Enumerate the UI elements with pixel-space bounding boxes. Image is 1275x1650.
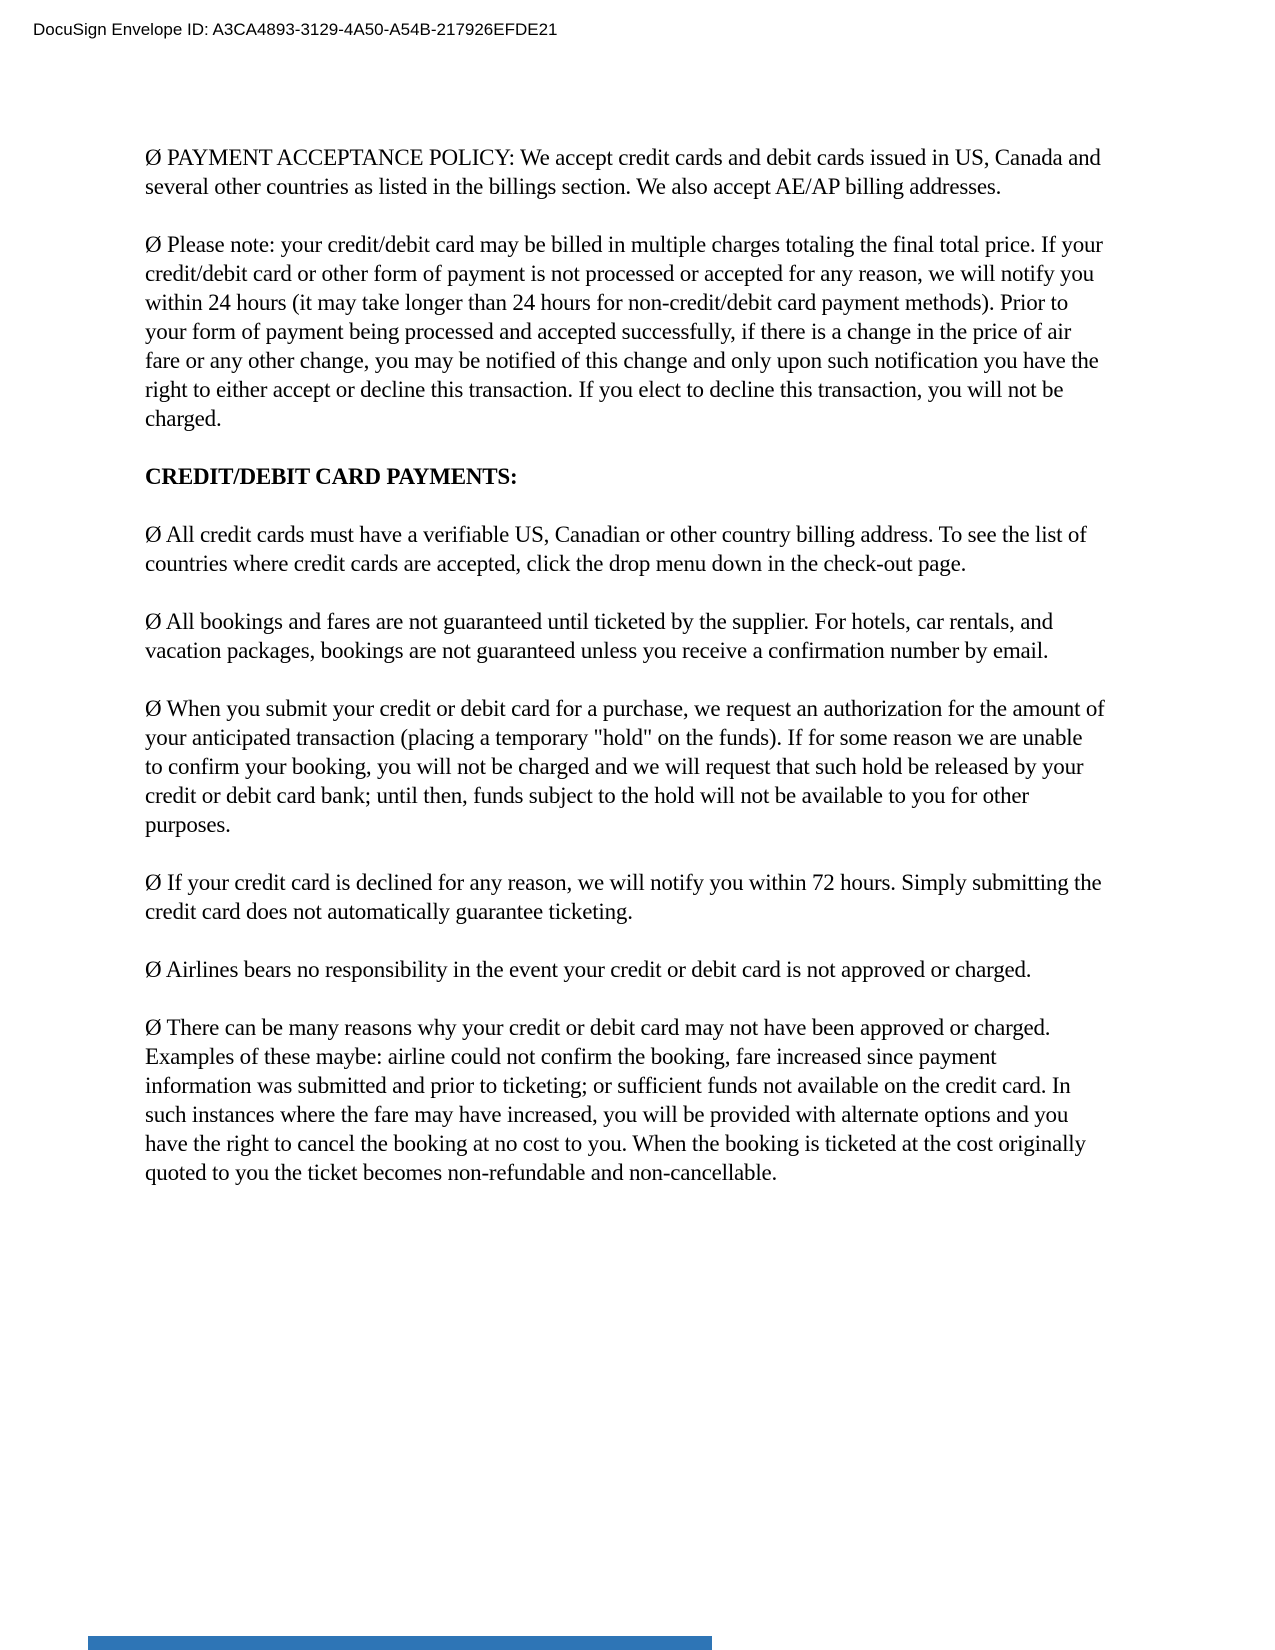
authorization-hold-paragraph: Ø When you submit your credit or debit card for a purchase, we request an authorization for the amount of your anticipated transaction (placing a temporary "hold" on the funds). If for some reason we are unable to confirm your booking, you will not be charged and we will request that such hold be released by your credit or debit card bank; until then, funds subject to the hold will not be available to you for other purposes. — [145, 696, 1105, 837]
airlines-responsibility-paragraph: Ø Airlines bears no responsibility in the event your credit or debit card is not approved or charged. — [145, 957, 1032, 982]
billing-address-paragraph: Ø All credit cards must have a verifiable US, Canadian or other country billing address. To see the list of countries where credit cards are accepted, click the drop menu down in the check-out page. — [145, 522, 1087, 576]
payment-acceptance-policy-paragraph: Ø PAYMENT ACCEPTANCE POLICY: We accept credit cards and debit cards issued in US, Canada and several other countries as listed in the billings section. We also accept AE/AP billing addresses. — [145, 145, 1101, 199]
bookings-not-guaranteed-paragraph: Ø All bookings and fares are not guaranteed until ticketed by the supplier. For hotels, car rentals, and vacation packages, bookings are not guaranteed unless you receive a confirmation number by email. — [145, 609, 1053, 663]
page-bottom-blue-bar — [88, 1636, 712, 1650]
policy-text-block — [145, 143, 1105, 1216]
card-declined-paragraph: Ø If your credit card is declined for any reason, we will notify you within 72 hours. Simply submitting the credit card does not automatically guarantee ticketing. — [145, 870, 1102, 924]
docusign-envelope-id: DocuSign Envelope ID: A3CA4893-3129-4A50-A54B-217926EFDE21 — [33, 20, 558, 39]
approval-reasons-paragraph: Ø There can be many reasons why your credit or debit card may not have been approved or charged. Examples of these maybe: airline could not confirm the booking, fare increased since payment information was submitted and prior to ticketing; or sufficient funds not available on the credit card. In such instances where the fare may have increased, you will be provided with alternate options and you have the right to cancel the booking at no cost to you. When the booking is ticketed at the cost originally quoted to you the ticket becomes non-refundable and non-cancellable. — [145, 1015, 1086, 1185]
please-note-paragraph: Ø Please note: your credit/debit card may be billed in multiple charges totaling the final total price. If your credit/debit card or other form of payment is not processed or accepted for any reason, we will notify you within 24 hours (it may take longer than 24 hours for non-credit/debit card payment methods). Prior to your form of payment being processed and accepted successfully, if there is a change in the price of air fare or any other change, you may be notified of this change and only upon such notification you have the right to either accept or decline this transaction. If you elect to decline this transaction, you will not be charged. — [145, 232, 1103, 431]
credit-debit-card-payments-heading: CREDIT/DEBIT CARD PAYMENTS: — [145, 464, 518, 489]
